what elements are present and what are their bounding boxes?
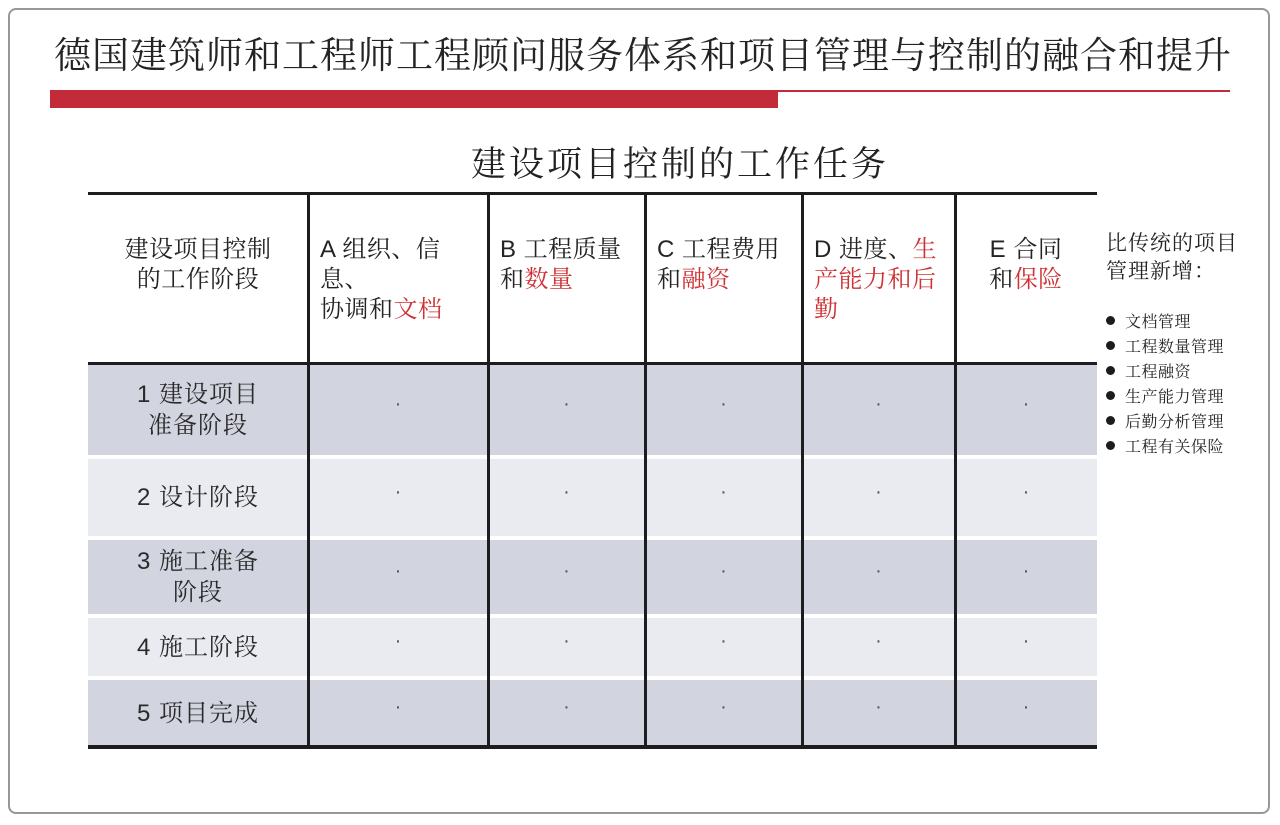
row-label-text: 3 施工准备 阶段 xyxy=(136,548,259,606)
header-text: 协调和 xyxy=(320,296,394,323)
header-text: 和 xyxy=(989,266,1014,293)
note-item-label: 后勤分析管理 xyxy=(1125,414,1225,431)
table-row xyxy=(88,540,1097,614)
row-label xyxy=(88,459,308,536)
row-label-text: 5 项目完成 xyxy=(136,699,259,727)
table-body xyxy=(88,365,1097,750)
column-header-line xyxy=(657,265,796,295)
table-border-bottom xyxy=(88,745,1097,749)
note-item-label: 工程有关保险 xyxy=(1125,439,1225,456)
row-label xyxy=(88,540,308,614)
data-cell: · xyxy=(875,630,882,652)
data-cell: · xyxy=(394,560,402,582)
note-item-label: 工程数量管理 xyxy=(1125,339,1225,356)
table-row xyxy=(88,365,1097,455)
tasks-table xyxy=(88,192,1097,752)
data-cell: · xyxy=(875,560,882,582)
corner-header-line: 的工作阶段 xyxy=(136,266,260,293)
table-header-divider xyxy=(88,362,1097,365)
data-cell: · xyxy=(720,560,727,582)
note-item-label: 工程融资 xyxy=(1125,364,1192,381)
row-label-text: 1 建设项目 准备阶段 xyxy=(136,381,259,439)
data-cell: · xyxy=(720,630,727,652)
data-cell: · xyxy=(1022,630,1030,652)
note-item xyxy=(1106,433,1224,458)
data-cell: · xyxy=(563,630,570,652)
bullet-icon xyxy=(1106,441,1115,450)
bullet-icon xyxy=(1106,341,1115,350)
header-text-red: 融资 xyxy=(681,266,731,293)
data-cell: · xyxy=(1022,393,1030,415)
column-header-a xyxy=(308,195,488,362)
table-column-divider xyxy=(644,192,647,749)
note-item xyxy=(1106,383,1224,408)
row-label xyxy=(88,680,308,746)
column-header-line xyxy=(657,235,796,265)
data-cell: · xyxy=(1022,480,1030,503)
header-text: C 工程费用 xyxy=(657,236,780,263)
data-cell: · xyxy=(1022,560,1030,582)
table-row xyxy=(88,459,1097,536)
row-label-text: 2 设计阶段 xyxy=(136,484,259,511)
data-cell: · xyxy=(875,393,882,415)
data-cell: · xyxy=(875,480,882,503)
data-cell: · xyxy=(563,560,570,582)
row-label-text: 4 施工阶段 xyxy=(136,633,259,661)
column-header-line xyxy=(320,295,482,325)
note-item xyxy=(1106,358,1224,383)
header-text: B 工程质量 xyxy=(500,236,622,263)
column-header-c xyxy=(645,195,802,362)
corner-header-line: 建设项目控制 xyxy=(124,236,272,263)
note-item xyxy=(1106,333,1224,358)
header-text: D 进度、 xyxy=(814,236,913,263)
note-item-label: 生产能力管理 xyxy=(1125,389,1225,406)
bullet-icon xyxy=(1106,366,1115,375)
note-heading: 比传统的项目管理新增： xyxy=(1106,232,1238,283)
table-column-divider xyxy=(801,192,804,749)
table-row xyxy=(88,680,1097,746)
column-header-line xyxy=(959,235,1093,265)
page-title: 德国建筑师和工程师工程顾问服务体系和项目管理与控制的融合和提升 xyxy=(54,35,1232,76)
note-item xyxy=(1106,308,1224,333)
data-cell: · xyxy=(394,630,402,652)
column-header-e xyxy=(955,195,1097,362)
data-cell: · xyxy=(394,696,402,718)
column-header-line xyxy=(500,265,639,295)
table-row xyxy=(88,618,1097,676)
column-header-d xyxy=(802,195,955,362)
data-cell: · xyxy=(875,696,882,718)
header-text: E 合同 xyxy=(989,236,1063,263)
table-border-top xyxy=(88,192,1097,195)
data-cell: · xyxy=(394,393,402,415)
table-column-divider xyxy=(487,192,490,749)
data-cell: · xyxy=(720,696,727,718)
bullet-icon xyxy=(1106,416,1115,425)
header-text-red: 勤 xyxy=(814,296,839,323)
data-cell: · xyxy=(1022,696,1030,718)
data-cell: · xyxy=(720,480,727,503)
table-header-row xyxy=(88,195,1097,362)
column-header-b xyxy=(488,195,645,362)
table-column-divider xyxy=(954,192,957,749)
header-text: 和 xyxy=(657,266,682,293)
header-text-red: 数量 xyxy=(524,266,574,293)
bullet-icon xyxy=(1106,391,1115,400)
note-list xyxy=(1106,308,1224,458)
data-cell: · xyxy=(563,393,570,415)
table-column-divider xyxy=(307,192,310,749)
column-header-line xyxy=(959,265,1093,295)
corner-header-phases xyxy=(88,195,308,362)
note-item xyxy=(1106,408,1224,433)
data-cell: · xyxy=(394,480,402,503)
column-header-line xyxy=(814,235,949,265)
column-header-line xyxy=(320,235,482,295)
title-underline-bar xyxy=(50,92,778,108)
data-cell: · xyxy=(563,480,570,503)
table-title: 建设项目控制的工作任务 xyxy=(470,145,889,184)
note-item-label: 文档管理 xyxy=(1125,314,1192,331)
data-cell: · xyxy=(563,696,570,718)
header-text: A 组织、信息、 xyxy=(320,236,441,293)
row-label xyxy=(88,365,308,455)
column-header-line xyxy=(814,295,949,325)
header-text: 和 xyxy=(500,266,525,293)
row-label xyxy=(88,618,308,676)
header-text-red: 生 xyxy=(912,236,937,263)
header-text-red: 产能力和后 xyxy=(814,266,937,293)
bullet-icon xyxy=(1106,316,1115,325)
header-text-red: 保险 xyxy=(1013,266,1063,293)
header-text-red: 文档 xyxy=(393,296,443,323)
column-header-line xyxy=(814,265,949,295)
data-cell: · xyxy=(720,393,727,415)
column-header-line xyxy=(500,235,639,265)
